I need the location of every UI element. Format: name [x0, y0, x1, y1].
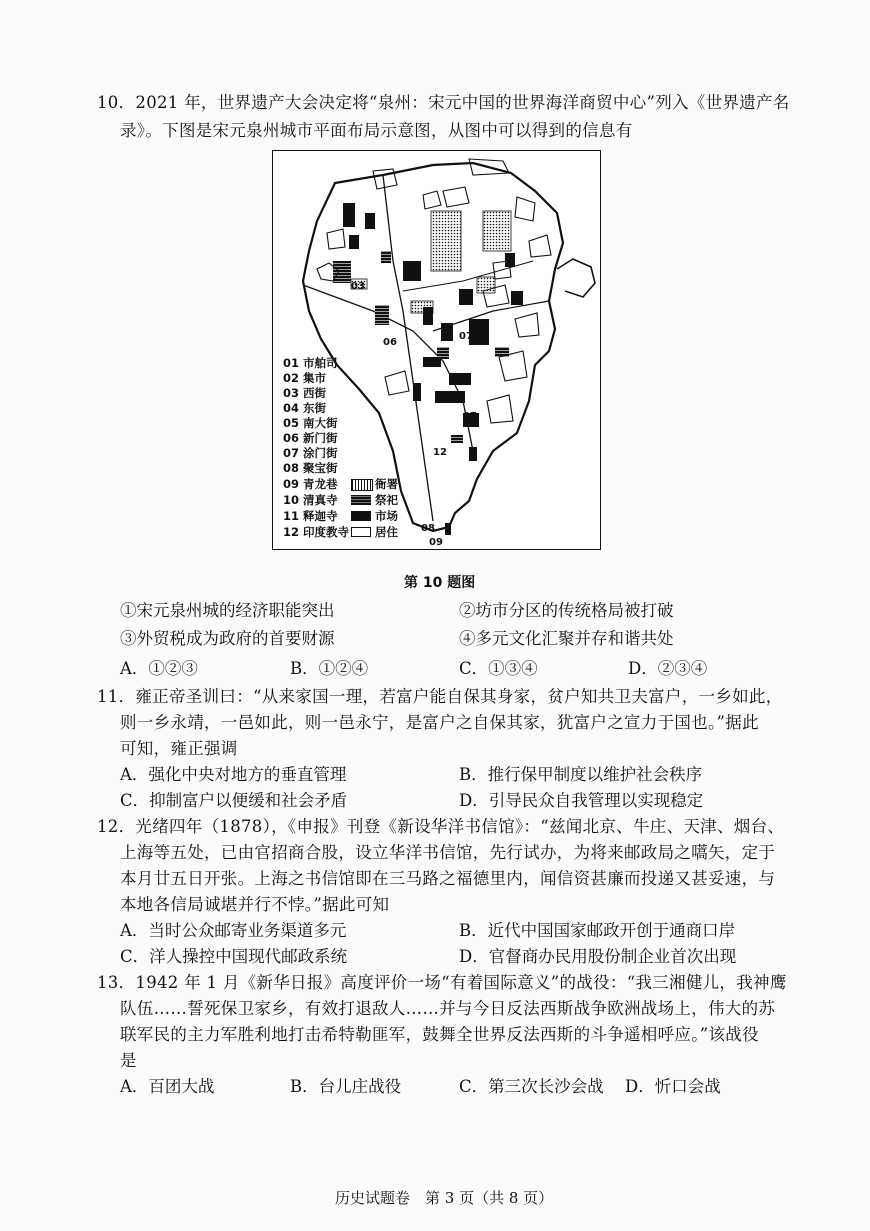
statement: ④多元文化汇聚并存和谐共处 — [459, 629, 674, 648]
option-d[interactable]: D．引导民众自我管理以实现稳定 — [459, 791, 704, 810]
legend-swatch-market — [351, 511, 371, 521]
q12-line-2: 上海等五处，已由官招商合股，设立华洋书信馆，先行试办，为将来邮政局之嚆矢，定于 — [120, 843, 776, 862]
legend-item: 04 东街 — [283, 401, 327, 415]
q10-line-2: 录》。下图是宋元泉州城市平面布局示意图，从图中可以得到的信息有 — [120, 121, 633, 140]
q11-line-2: 则一乡永靖，一邑如此，则一邑永宁，是富户之自保其家，犹富户之宣力于国也。”据此 — [120, 713, 759, 732]
option-d[interactable]: D．②③④ — [628, 659, 708, 678]
legend-item: 11 释迦寺 — [283, 509, 338, 523]
legend-item: 07 涂门街 — [283, 446, 338, 460]
legend-item: 03 西街 — [283, 386, 327, 400]
q10-line-1: 10．2021 年，世界遗产大会决定将“泉州：宋元中国的世界海洋商贸中心”列入《世界遗产名 — [97, 93, 790, 112]
map-label: 03 — [351, 281, 365, 292]
q12-line-3: 本月廿五日开张。上海之书信馆即在三马路之福德里内，闻信资甚廉而投递又甚妥速，与 — [120, 869, 776, 888]
option-b[interactable]: B．推行保甲制度以维护社会秩序 — [459, 765, 703, 784]
option-c[interactable]: C．①③④ — [459, 659, 538, 678]
legend-item: 01 市舶司 — [283, 356, 338, 370]
legend-item: 06 新门街 — [283, 431, 338, 445]
legend-item: 10 清真寺 — [283, 493, 338, 507]
option-c[interactable]: C．抑制富户以便缓和社会矛盾 — [120, 791, 348, 810]
option-b[interactable]: B．台儿庄战役 — [290, 1077, 402, 1096]
option-c[interactable]: C．第三次长沙会战 — [459, 1077, 604, 1096]
legend-swatch-government — [351, 479, 373, 491]
option-d[interactable]: D．官督商办民用股份制企业首次出现 — [459, 947, 737, 966]
q12-line-4: 本地各信局诚堪并行不悖。”据此可知 — [120, 895, 390, 914]
legend-key: 衙署 — [375, 477, 398, 491]
map-label: 06 — [383, 337, 397, 348]
legend-item: 09 青龙巷 — [283, 477, 338, 491]
legend-swatch-worship — [351, 495, 371, 505]
option-c[interactable]: C．洋人操控中国现代邮政系统 — [120, 947, 348, 966]
legend-item: 08 聚宝街 — [283, 461, 338, 475]
q13-line-1: 13．1942 年 1 月《新华日报》高度评价一场“有着国际意义”的战役：“我三湘健儿，我神鹰 — [97, 973, 787, 992]
legend-key: 居住 — [375, 525, 398, 539]
statement: ②坊市分区的传统格局被打破 — [459, 601, 674, 620]
map-label: 10 — [451, 391, 465, 402]
map-label: 07 — [463, 411, 477, 422]
q11-line-1: 11．雍正帝圣训曰：“从来家国一理，若富户能自保其身家，贫户知共卫夫富户，一乡如此， — [97, 687, 783, 706]
q11-line-3: 可知，雍正强调 — [120, 739, 238, 758]
option-a[interactable]: A．当时公众邮寄业务渠道多元 — [120, 921, 347, 940]
statement: ③外贸税成为政府的首要财源 — [120, 629, 335, 648]
map-label: 12 — [433, 447, 447, 458]
legend-item: 12 印度教寺 — [283, 525, 350, 539]
quanzhou-city-map — [272, 150, 601, 550]
map-label: 09 — [429, 537, 443, 548]
page-footer: 历史试题卷 第 3 页（共 8 页） — [335, 1189, 554, 1207]
option-a[interactable]: A．强化中央对地方的垂直管理 — [120, 765, 347, 784]
option-b[interactable]: B．近代中国国家邮政开创于通商口岸 — [459, 921, 736, 940]
option-d[interactable]: D．忻口会战 — [625, 1077, 721, 1096]
map-label: 07 — [459, 331, 473, 342]
q13-line-4: 是 — [120, 1051, 137, 1070]
option-a[interactable]: A．①②③ — [120, 659, 198, 678]
option-b[interactable]: B．①②④ — [290, 659, 369, 678]
statement: ①宋元泉州城的经济职能突出 — [120, 601, 335, 620]
legend-key: 祭祀 — [375, 493, 398, 507]
legend-key: 市场 — [375, 509, 398, 523]
legend-item: 02 集市 — [283, 371, 327, 385]
option-a[interactable]: A．百团大战 — [120, 1077, 215, 1096]
q12-line-1: 12．光绪四年（1878），《申报》刊登《新设华洋书信馆》：“兹闻北京、牛庄、天津、烟台、 — [97, 817, 785, 836]
map-label: 08 — [421, 523, 435, 534]
legend-item: 05 南大街 — [283, 416, 338, 430]
q13-line-2: 队伍……誓死保卫家乡，有效打退敌人……并与今日反法西斯战争欧洲战场上，伟大的苏 — [120, 999, 776, 1018]
q13-line-3: 联军民的主力军胜利地打击希特勒匪军，鼓舞全世界反法西斯的斗争遥相呼应。”该战役 — [120, 1025, 759, 1044]
legend-swatch-residence — [351, 527, 371, 537]
figure-caption: 第 10 题图 — [404, 575, 476, 591]
